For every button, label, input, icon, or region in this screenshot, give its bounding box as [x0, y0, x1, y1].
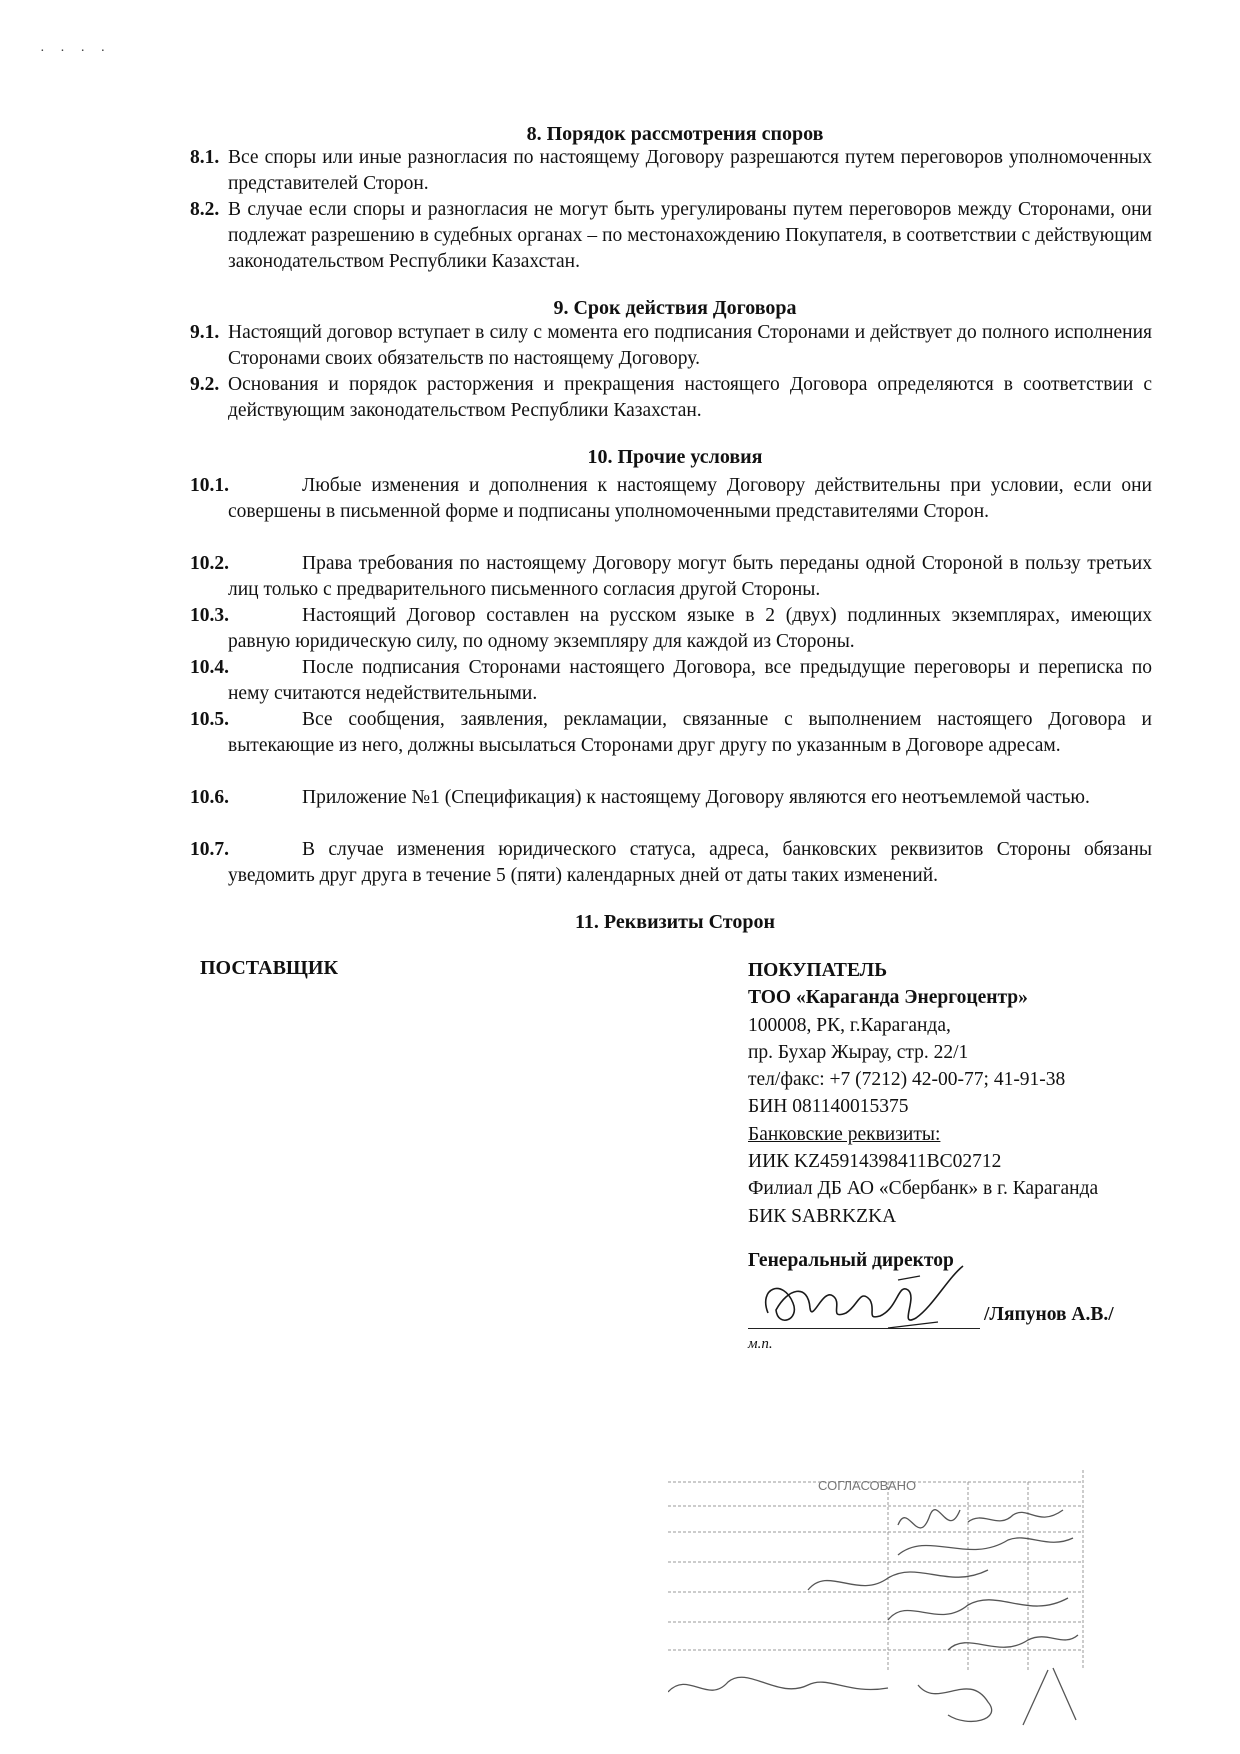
clause-text: Настоящий Договор составлен на русском языке в 2 (двух) подлинных экземплярах, имеющих равную юридическую силу, по одному экземпляру для каждой из Стороны.: [228, 605, 1152, 652]
clause-9-2: [190, 372, 1152, 424]
clause-text: Приложение №1 (Спецификация) к настоящему Договору являются его неотъемлемой частью.: [302, 787, 1090, 808]
clause-text: Все споры или иные разногласия по настоящему Договору разрешаются путем переговоров уполномоченных представителей Сторон.: [228, 147, 1152, 194]
approval-stamp: [668, 1470, 1088, 1730]
clause-10-2: [190, 551, 1152, 603]
clause-8-2: [190, 197, 1152, 275]
clause-number: 10.7.: [190, 839, 229, 860]
clause-number: 9.2.: [190, 374, 220, 395]
clause-text: Настоящий договор вступает в силу с момента его подписания Сторонами и действует до полного исполнения Сторонами своих обязательств по настоящему Договору.: [228, 322, 1152, 369]
clause-number: 10.6.: [190, 787, 229, 808]
clause-10-7: [190, 837, 1152, 889]
scan-marks: · · · ·: [40, 44, 112, 59]
buyer-bin: БИН 081140015375: [748, 1096, 909, 1118]
buyer-heading: ПОКУПАТЕЛЬ: [748, 960, 888, 981]
buyer-bank-heading: Банковские реквизиты:: [748, 1123, 941, 1145]
clause-10-5: [190, 707, 1152, 759]
director-signature: [748, 1258, 988, 1338]
clause-text: Права требования по настоящему Договору могут быть переданы одной Стороной в пользу третьих лиц только с предварительного письменного согласия другой Стороны.: [228, 553, 1152, 600]
section-11-title: 11. Реквизиты Сторон: [575, 911, 775, 933]
clause-text: Основания и порядок расторжения и прекращения настоящего Договора определяются в соответствии с действующим законодательством Республики Казахстан.: [228, 374, 1152, 421]
buyer-bik: БИК SABRKZKA: [748, 1205, 897, 1227]
clause-number: 10.3.: [190, 605, 229, 626]
buyer-phone: тел/факс: +7 (7212) 42-00-77; 41-91-38: [748, 1069, 1066, 1091]
section-8-title: 8. Порядок рассмотрения споров: [526, 123, 824, 145]
supplier-heading: ПОСТАВЩИК: [200, 957, 338, 979]
buyer-details: [748, 957, 1168, 1230]
clause-text: В случае изменения юридического статуса, адреса, банковских реквизитов Стороны обязаны уведомить друг друга в течение 5 (пяти) календарных дней от даты таких изменений.: [228, 839, 1152, 886]
clause-text: Любые изменения и дополнения к настоящему Договору действительны при условии, если они совершены в письменной форме и подписаны уполномоченными представителями Сторон.: [228, 475, 1152, 522]
buyer-iik: ИИК KZ45914398411BC02712: [748, 1151, 1002, 1173]
clause-10-3: [190, 603, 1152, 655]
clause-number: 8.2.: [190, 199, 220, 220]
clause-10-1: [190, 473, 1152, 525]
clause-number: 10.1.: [190, 475, 229, 496]
section-9-title: 9. Срок действия Договора: [553, 297, 797, 319]
clause-number: 10.5.: [190, 709, 229, 730]
director-name: /Ляпунов А.В./: [984, 1304, 1114, 1325]
clause-9-1: [190, 320, 1152, 372]
buyer-bank: Филиал ДБ АО «Сбербанк» в г. Караганда: [748, 1178, 1099, 1200]
signature-line: [748, 1328, 980, 1329]
clause-10-4: [190, 655, 1152, 707]
buyer-address-line-2: пр. Бухар Жырау, стр. 22/1: [748, 1041, 969, 1063]
clause-number: 8.1.: [190, 147, 220, 168]
buyer-company: ТОО «Караганда Энергоцентр»: [748, 987, 1028, 1009]
clause-number: 10.2.: [190, 553, 229, 574]
clause-text: В случае если споры и разногласия не могут быть урегулированы путем переговоров между Сторонами, они подлежат разрешению в судебных органах – по местонахождению Покупателя, в соответствии с действующим законодательством Республики Казахстан.: [228, 199, 1152, 272]
approval-stamp-label: СОГЛАСОВАНО: [818, 1478, 917, 1493]
buyer-address-line-1: 100008, РК, г.Караганда,: [748, 1014, 951, 1036]
section-10-title: 10. Прочие условия: [587, 446, 763, 468]
clause-8-1: [190, 145, 1152, 197]
clause-number: 10.4.: [190, 657, 229, 678]
clause-text: Все сообщения, заявления, рекламации, связанные с выполнением настоящего Договора и вытекающие из него, должны высылаться Сторонами друг другу по указанным в Договоре адресам.: [228, 709, 1152, 756]
clause-10-6: [190, 785, 1152, 811]
clause-number: 9.1.: [190, 322, 220, 343]
director-title: Генеральный директор: [748, 1250, 954, 1271]
stamp-place-label: м.п.: [748, 1336, 773, 1352]
clause-text: После подписания Сторонами настоящего Договора, все предыдущие переговоры и переписка по нему считаются недействительными.: [228, 657, 1152, 704]
